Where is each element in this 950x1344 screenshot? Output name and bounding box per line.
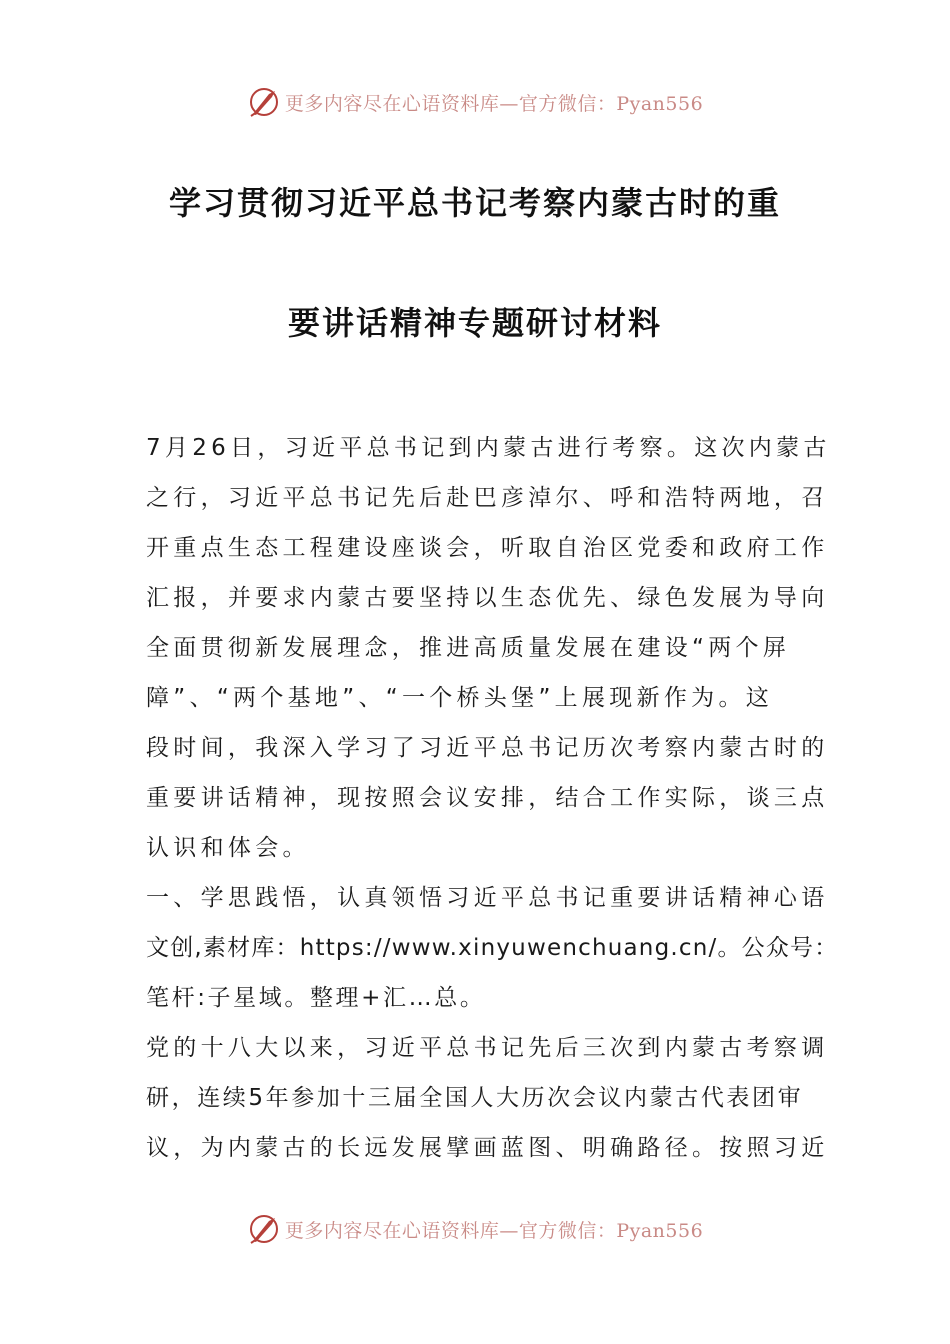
body-line: 汇报，并要求内蒙古要坚持以生态优先、绿色发展为导向 xyxy=(146,585,829,611)
body-line-url: 文创,素材库：https://www.xinyuwenchuang.cn/。公众号： xyxy=(146,935,839,961)
body-line: 研，连续5年参加十三届全国人大历次会议内蒙古代表团审 xyxy=(146,1085,804,1111)
body-line: 重要讲话精神，现按照会议安排，结合工作实际，谈三点 xyxy=(146,785,829,811)
quill-pen-logo-icon xyxy=(247,85,281,119)
document-title-line-1: 学习贯彻习近平总书记考察内蒙古时的重 xyxy=(168,184,781,222)
body-line: 一、学思践悟，认真领悟习近平总书记重要讲话精神心语 xyxy=(146,885,829,911)
body-line: 7月26日，习近平总书记到内蒙古进行考察。这次内蒙古 xyxy=(146,435,831,461)
watermark-banner-top xyxy=(0,82,950,122)
watermark-text: 更多内容尽在心语资料库—官方微信：Pyan556 xyxy=(284,92,704,115)
body-line: 党的十八大以来，习近平总书记先后三次到内蒙古考察调 xyxy=(146,1035,829,1061)
body-line: 之行，习近平总书记先后赴巴彦淖尔、呼和浩特两地，召 xyxy=(146,485,829,511)
body-line: 全面贯彻新发展理念，推进高质量发展在建设“两个屏 xyxy=(146,635,791,661)
document-body xyxy=(146,428,839,1178)
watermark-text: 更多内容尽在心语资料库—官方微信：Pyan556 xyxy=(284,1219,704,1242)
quill-pen-logo-icon xyxy=(247,1212,281,1246)
body-line: 笔杆:子星域。整理+汇…总。 xyxy=(146,985,486,1011)
body-line: 认识和体会。 xyxy=(146,835,310,861)
body-line: 障”、“两个基地”、“一个桥头堡”上展现新作为。这 xyxy=(146,685,774,711)
body-line: 开重点生态工程建设座谈会，听取自治区党委和政府工作 xyxy=(146,535,829,561)
body-line: 段时间，我深入学习了习近平总书记历次考察内蒙古时的 xyxy=(146,735,829,761)
document-title-line-2: 要讲话精神专题研讨材料 xyxy=(287,304,662,342)
watermark-banner-bottom xyxy=(0,1209,950,1249)
body-line: 议，为内蒙古的长远发展擘画蓝图、明确路径。按照习近 xyxy=(146,1135,829,1161)
